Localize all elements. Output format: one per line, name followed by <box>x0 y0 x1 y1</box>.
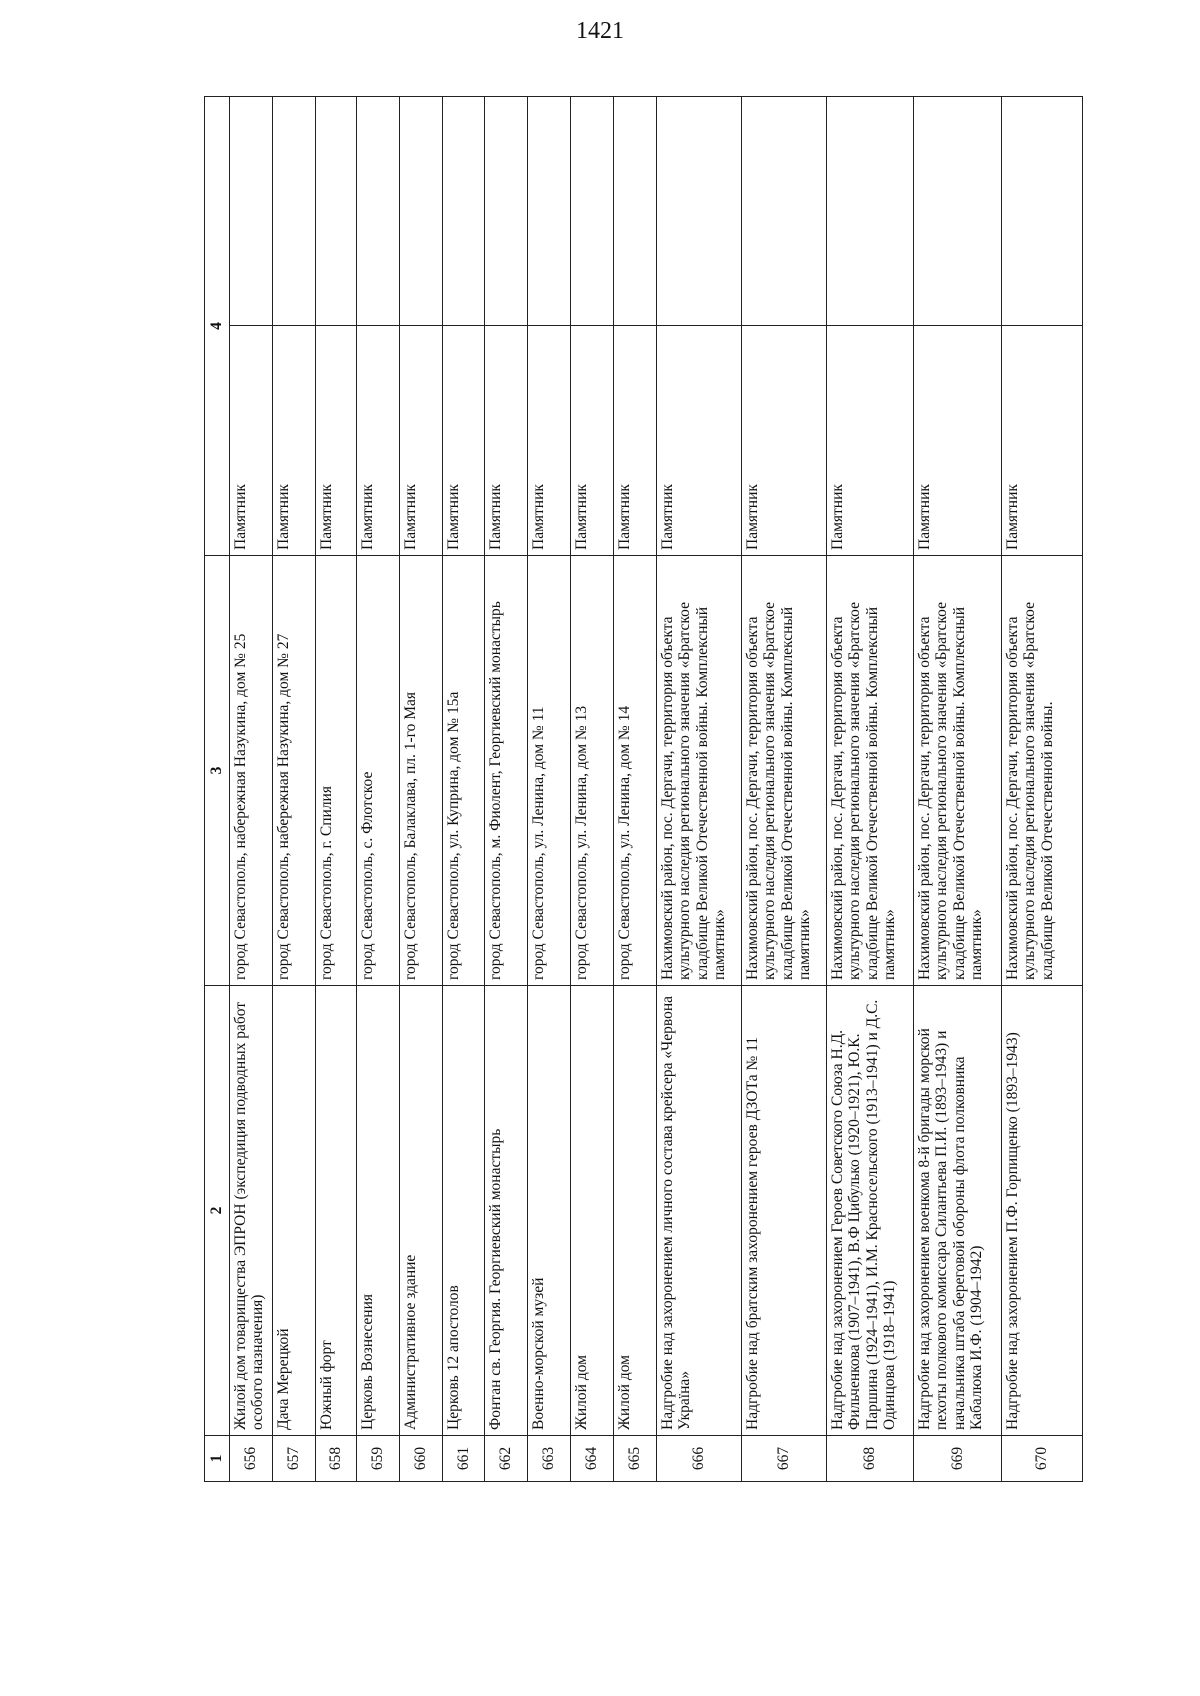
object-category: Памятник <box>528 326 571 556</box>
row-number: 667 <box>742 1436 827 1482</box>
object-name: Дача Мерецкой <box>273 986 316 1436</box>
extra-cell <box>614 97 657 326</box>
table-header-row <box>205 97 230 1482</box>
extra-cell <box>443 97 485 326</box>
table-row <box>273 97 316 1482</box>
extra-cell <box>827 97 914 326</box>
object-address: город Севастополь, ул. Куприна, дом № 15а <box>443 556 485 986</box>
row-number: 663 <box>528 1436 571 1482</box>
table-row <box>914 97 1002 1482</box>
row-number: 657 <box>273 1436 316 1482</box>
row-number: 661 <box>443 1436 485 1482</box>
row-number: 662 <box>485 1436 528 1482</box>
row-number: 658 <box>316 1436 357 1482</box>
object-name: Жилой дом <box>614 986 657 1436</box>
table-row <box>230 97 273 1482</box>
object-category: Памятник <box>742 326 827 556</box>
object-category: Памятник <box>357 326 400 556</box>
table-row <box>827 97 914 1482</box>
object-name: Надгробие над братским захоронением героев ДЗОТа № 11 <box>742 986 827 1436</box>
object-address: Нахимовский район, пос. Дергачи, территория объекта культурного наследия регионального значения «Братское кладбище Великой Отечественной войны. Комплексный памятник» <box>827 556 914 986</box>
table-row <box>443 97 485 1482</box>
object-name: Административное здание <box>400 986 443 1436</box>
object-address: город Севастополь, ул. Ленина, дом № 11 <box>528 556 571 986</box>
object-name: Церковь 12 апостолов <box>443 986 485 1436</box>
page-number: 1421 <box>576 18 624 44</box>
object-name: Военно-морской музей <box>528 986 571 1436</box>
extra-cell <box>657 97 742 326</box>
table-row <box>1002 97 1083 1482</box>
monuments-table <box>204 96 1083 1482</box>
table-row <box>742 97 827 1482</box>
row-number: 669 <box>914 1436 1002 1482</box>
extra-cell <box>914 97 1002 326</box>
row-number: 670 <box>1002 1436 1083 1482</box>
object-name: Надгробие над захоронением личного состава крейсера «Червона Украïна» <box>657 986 742 1436</box>
object-category: Памятник <box>827 326 914 556</box>
extra-cell <box>400 97 443 326</box>
object-category: Памятник <box>273 326 316 556</box>
table-row <box>400 97 443 1482</box>
extra-cell <box>742 97 827 326</box>
header-col-3: 3 <box>205 556 230 986</box>
object-address: город Севастополь, ул. Ленина, дом № 13 <box>571 556 614 986</box>
object-address: город Севастополь, набережная Назукина, дом № 27 <box>273 556 316 986</box>
row-number: 666 <box>657 1436 742 1482</box>
table-row <box>528 97 571 1482</box>
object-category: Памятник <box>316 326 357 556</box>
table-row <box>614 97 657 1482</box>
object-address: город Севастополь, ул. Ленина, дом № 14 <box>614 556 657 986</box>
object-name: Жилой дом <box>571 986 614 1436</box>
object-category: Памятник <box>443 326 485 556</box>
object-category: Памятник <box>571 326 614 556</box>
object-name: Жилой дом товарищества ЭПРОН (экспедиция подводных работ особого назначения) <box>230 986 273 1436</box>
row-number: 664 <box>571 1436 614 1482</box>
object-address: город Севастополь, г. Спилия <box>316 556 357 986</box>
object-category: Памятник <box>614 326 657 556</box>
object-name: Фонтан св. Георгия. Георгиевский монастырь <box>485 986 528 1436</box>
object-address: город Севастополь, с. Флотское <box>357 556 400 986</box>
header-col-4: 4 <box>205 97 230 556</box>
object-name: Надгробие над захоронением военкома 8-й бригады морской пехоты полкового комиссара Силантьева П.И. (1893–1943) и начальника штаба береговой обороны флота полковника Кабалюка И.Ф. (1904–1942) <box>914 986 1002 1436</box>
header-col-2: 2 <box>205 986 230 1436</box>
extra-cell <box>528 97 571 326</box>
object-address: Нахимовский район, пос. Дергачи, территория объекта культурного наследия регионального значения «Братское кладбище Великой Отечественной войны. Комплексный памятник» <box>914 556 1002 986</box>
extra-cell <box>485 97 528 326</box>
object-category: Памятник <box>657 326 742 556</box>
object-name: Южный форт <box>316 986 357 1436</box>
extra-cell <box>357 97 400 326</box>
object-address: город Севастополь, Балаклава, пл. 1-го Мая <box>400 556 443 986</box>
object-name: Церковь Вознесения <box>357 986 400 1436</box>
table-row <box>657 97 742 1482</box>
row-number: 665 <box>614 1436 657 1482</box>
object-address: город Севастополь, м. Фиолент, Георгиевский монастырь <box>485 556 528 986</box>
object-name: Надгробие над захоронением Героев Советского Союза Н.Д. Фильченкова (1907–1941), В.Ф Цибулько (1920–1921), Ю.К. Паршина (1924–1941), И.М. Красносельского (1913–1941) и Д.С. Одинцова (1918–1941) <box>827 986 914 1436</box>
object-address: Нахимовский район, пос. Дергачи, территория объекта культурного наследия регионального значения «Братское кладбище Великой Отечественной войны. <box>1002 556 1083 986</box>
table-row <box>316 97 357 1482</box>
object-category: Памятник <box>1002 326 1083 556</box>
object-address: Нахимовский район, пос. Дергачи, территория объекта культурного наследия регионального значения «Братское кладбище Великой Отечественной войны. Комплексный памятник» <box>657 556 742 986</box>
extra-cell <box>571 97 614 326</box>
rotated-table-container <box>204 97 1082 1482</box>
object-name: Надгробие над захоронением П.Ф. Горпищенко (1893–1943) <box>1002 986 1083 1436</box>
extra-cell <box>230 97 273 326</box>
object-address: Нахимовский район, пос. Дергачи, территория объекта культурного наследия регионального значения «Братское кладбище Великой Отечественной войны. Комплексный памятник» <box>742 556 827 986</box>
object-category: Памятник <box>485 326 528 556</box>
extra-cell <box>273 97 316 326</box>
row-number: 668 <box>827 1436 914 1482</box>
header-col-1: 1 <box>205 1436 230 1482</box>
table-row <box>485 97 528 1482</box>
object-category: Памятник <box>400 326 443 556</box>
table-row <box>571 97 614 1482</box>
row-number: 656 <box>230 1436 273 1482</box>
object-address: город Севастополь, набережная Назукина, дом № 25 <box>230 556 273 986</box>
extra-cell <box>316 97 357 326</box>
extra-cell <box>1002 97 1083 326</box>
row-number: 660 <box>400 1436 443 1482</box>
row-number: 659 <box>357 1436 400 1482</box>
table-row <box>357 97 400 1482</box>
object-category: Памятник <box>230 326 273 556</box>
object-category: Памятник <box>914 326 1002 556</box>
